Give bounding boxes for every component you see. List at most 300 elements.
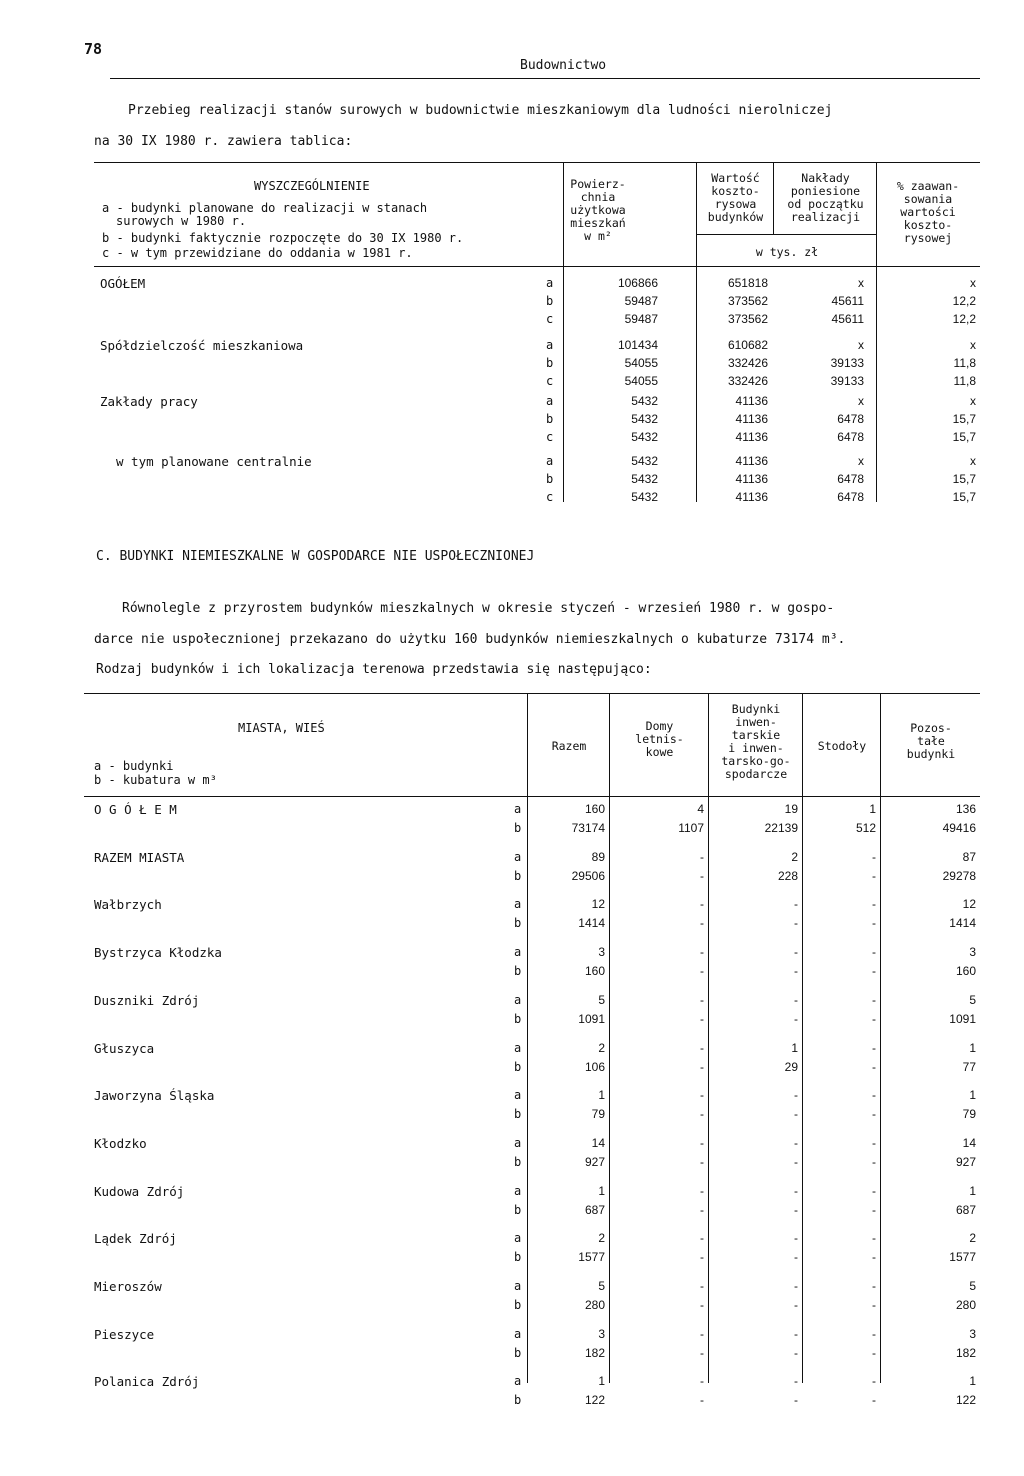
cell-area: 59487 <box>624 294 658 308</box>
row-key: a <box>514 1327 522 1341</box>
table1-header-rule <box>94 266 980 267</box>
table2-cell: - <box>794 1203 798 1217</box>
table2-legend-b: b - kubatura w m³ <box>94 773 217 787</box>
table2-cell: 1 <box>869 802 876 816</box>
table2-cell: - <box>872 916 876 930</box>
table2-cell: 1 <box>598 1088 605 1102</box>
cell-area: 5432 <box>631 394 658 408</box>
table2-cell: 182 <box>955 1346 976 1360</box>
table2-cell: - <box>700 1041 704 1055</box>
cell-pct: 11,8 <box>953 374 976 388</box>
cell-pct: 15,7 <box>952 472 976 486</box>
table2-cell: - <box>794 1184 798 1198</box>
cell-value: 41136 <box>735 454 768 468</box>
table2-cell: - <box>700 1060 704 1074</box>
cell-value: 332426 <box>727 374 768 388</box>
table2-cell: 927 <box>955 1155 976 1169</box>
table2-cell: - <box>794 897 798 911</box>
table2-cell: 687 <box>955 1203 976 1217</box>
table1-group-label: w tym planowane centralnie <box>116 454 312 469</box>
hdr-line: Domy <box>645 719 674 733</box>
table2-cell: - <box>872 1184 876 1198</box>
hdr-line: i inwen- <box>728 741 784 755</box>
hdr-line: tałe <box>917 734 945 748</box>
table2-cell: - <box>700 1088 704 1102</box>
table2-cell: - <box>794 1107 798 1121</box>
table2-cell: 5 <box>598 993 605 1007</box>
table2-cell: 687 <box>584 1203 605 1217</box>
table2-cell: - <box>794 1393 798 1407</box>
table2-cell: 79 <box>591 1107 605 1121</box>
table2-cell: 3 <box>598 945 605 959</box>
header-rule <box>110 78 980 79</box>
table2-cell: 1 <box>969 1041 976 1055</box>
hdr-line: Budynki <box>731 702 781 716</box>
row-key: c <box>546 374 554 388</box>
table2-cell: 1577 <box>578 1250 605 1264</box>
table2-legend-a: a - budynki <box>94 759 174 773</box>
table2-cell: 160 <box>584 964 605 978</box>
section-c-heading: C. BUDYNKI NIEMIESZKALNE W GOSPODARCE NIE USPOŁECZNIONEJ <box>96 549 535 564</box>
table1-vline <box>563 162 564 502</box>
cell-costs: x <box>858 338 864 352</box>
hdr-line: użytkowa <box>570 203 626 217</box>
cell-value: 41136 <box>735 394 768 408</box>
table2-cell: - <box>872 1136 876 1150</box>
row-key: a <box>514 993 522 1007</box>
cell-pct: 12,2 <box>952 312 976 326</box>
cell-costs: 45611 <box>831 294 864 308</box>
hdr-line: realizacji <box>790 210 861 224</box>
table2-cell: 228 <box>777 869 798 883</box>
hdr-line: Nakłady <box>801 171 850 185</box>
row-key: b <box>514 1250 522 1264</box>
table2-cell: 1 <box>598 1184 605 1198</box>
table2-row-label: Kudowa Zdrój <box>94 1184 185 1199</box>
table2-cell: 1 <box>969 1374 976 1388</box>
row-key: b <box>546 472 554 486</box>
table2-row-label: Jaworzyna Śląska <box>94 1088 215 1103</box>
table2-cell: - <box>794 1136 798 1150</box>
cell-value: 373562 <box>727 294 768 308</box>
table2-row-label: Mieroszów <box>94 1279 162 1294</box>
table2-cell: 1 <box>598 1374 605 1388</box>
row-key: a <box>514 1279 522 1293</box>
row-key: b <box>514 1298 522 1312</box>
table2-cell: - <box>700 1155 704 1169</box>
table2-cell: 73174 <box>571 821 605 835</box>
hdr-line: koszto- <box>711 184 760 198</box>
table2-cell: - <box>794 993 798 1007</box>
table2-cell: 160 <box>584 802 605 816</box>
cell-pct: x <box>970 454 976 468</box>
row-key: b <box>546 294 554 308</box>
table2-cell: - <box>872 1298 876 1312</box>
row-key: a <box>514 945 522 959</box>
table2-cell: 89 <box>591 850 605 864</box>
table2-cell: 1 <box>791 1041 798 1055</box>
table2-cell: - <box>872 1231 876 1245</box>
cell-pct: x <box>970 276 976 290</box>
row-key: a <box>514 1184 522 1198</box>
table2-row-label: O G Ó Ł E M <box>94 802 177 817</box>
table2-cell: 106 <box>584 1060 605 1074</box>
cell-area: 101434 <box>617 338 658 352</box>
table2-cell: 2 <box>969 1231 976 1245</box>
table1-col-pct <box>878 180 978 245</box>
row-key: b <box>514 1060 522 1074</box>
table2-cell: - <box>794 1346 798 1360</box>
table2-cell: - <box>700 1012 704 1026</box>
table2-cell: 29506 <box>571 869 605 883</box>
cell-area: 5432 <box>631 412 658 426</box>
hdr-line: wartości <box>900 205 956 219</box>
table2-cell: - <box>872 897 876 911</box>
table2-cell: - <box>700 1374 704 1388</box>
cell-area: 5432 <box>631 454 658 468</box>
table2-vline <box>880 693 881 1383</box>
table2-cell: 29 <box>784 1060 798 1074</box>
table2-cell: 12 <box>591 897 605 911</box>
cell-costs: 39133 <box>830 356 864 370</box>
cell-pct: 15,7 <box>952 412 976 426</box>
table1-unit-rule <box>696 234 876 235</box>
row-key: a <box>514 802 522 816</box>
table2-col-total: Razem <box>551 739 587 753</box>
row-key: b <box>546 356 554 370</box>
row-key: b <box>514 1155 522 1169</box>
table2-cell: - <box>872 945 876 959</box>
row-key: c <box>546 312 554 326</box>
table2-cell: - <box>794 945 798 959</box>
cell-area: 59487 <box>624 312 658 326</box>
table2-col-inventory <box>710 703 802 781</box>
table1-group-label: Zakłady pracy <box>100 394 198 409</box>
table2-cell: - <box>700 964 704 978</box>
hdr-line: inwen- <box>735 715 777 729</box>
table2-cell: - <box>872 1346 876 1360</box>
table2-cell: 2 <box>598 1041 605 1055</box>
cell-costs: x <box>858 454 864 468</box>
table2-cell: - <box>872 1088 876 1102</box>
table2-cell: - <box>872 850 876 864</box>
table2-col-other <box>882 722 980 761</box>
table2-cell: - <box>794 1231 798 1245</box>
cell-value: 332426 <box>727 356 768 370</box>
table2-cell: - <box>700 1136 704 1150</box>
table2-vline <box>527 693 528 1383</box>
table2-cell: 3 <box>598 1327 605 1341</box>
table1-group-label: OGÓŁEM <box>100 276 146 291</box>
cell-value: 610682 <box>727 338 768 352</box>
cell-value: 41136 <box>735 412 768 426</box>
table1-legend-a: a - budynki planowane do realizacji w stanach <box>102 201 428 215</box>
table2-row-label: Bystrzyca Kłodzka <box>94 945 222 960</box>
table1-vline <box>773 162 774 234</box>
cell-costs: x <box>858 394 864 408</box>
row-key: b <box>514 1393 522 1407</box>
row-key: a <box>514 850 522 864</box>
table2-cell: - <box>794 964 798 978</box>
table2-cell: 280 <box>584 1298 605 1312</box>
row-key: a <box>514 1041 522 1055</box>
row-key: b <box>514 964 522 978</box>
table2-cell: - <box>700 1184 704 1198</box>
hdr-line: budynków <box>707 210 764 224</box>
cell-costs: 6478 <box>837 430 864 444</box>
hdr-line: kowe <box>645 745 674 759</box>
table2-cell: 122 <box>955 1393 976 1407</box>
row-key: b <box>514 869 522 883</box>
table2-cell: - <box>700 869 704 883</box>
table1-col-area <box>565 178 631 243</box>
hdr-line: mieszkań <box>570 216 626 230</box>
table2-cell: 136 <box>955 802 976 816</box>
hdr-line: tarskie <box>731 728 781 742</box>
cell-pct: 11,8 <box>953 356 976 370</box>
table2-cell: 5 <box>598 1279 605 1293</box>
hdr-line: letnis- <box>635 732 684 746</box>
table2-vline <box>802 693 803 1383</box>
table2-cell: - <box>872 1107 876 1121</box>
table1-group-label: Spółdzielczość mieszkaniowa <box>100 338 304 353</box>
table2-cell: - <box>700 897 704 911</box>
row-key: c <box>546 430 554 444</box>
table2-cell: - <box>794 1298 798 1312</box>
cell-pct: 15,7 <box>952 490 976 504</box>
table2-col-barns: Stodoły <box>817 739 867 753</box>
table2-cell: - <box>872 1374 876 1388</box>
table2-cell: 49416 <box>942 821 976 835</box>
hdr-line: poniesione <box>790 184 861 198</box>
row-key: a <box>546 338 554 352</box>
cell-area: 54055 <box>624 374 658 388</box>
table2-cell: - <box>700 1298 704 1312</box>
table2-cell: 19 <box>784 802 798 816</box>
table2-cell: 1 <box>969 1184 976 1198</box>
section-c-para-2: darce nie uspołecznionej przekazano do użytku 160 budynków niemieszkalnych o kubaturze 73174 m³. <box>94 632 846 647</box>
table2-cell: 12 <box>962 897 976 911</box>
table2-cell: 1414 <box>578 916 605 930</box>
table1-top-rule <box>94 162 980 163</box>
cell-pct: 12,2 <box>952 294 976 308</box>
table1-vline <box>696 162 697 502</box>
table2-cell: 280 <box>955 1298 976 1312</box>
cell-value: 41136 <box>735 430 768 444</box>
row-key: a <box>546 454 554 468</box>
table2-cell: 512 <box>855 821 876 835</box>
table2-cell: - <box>794 916 798 930</box>
table2-cell: - <box>700 1327 704 1341</box>
hdr-line: budynki <box>906 747 956 761</box>
table2-cell: 1 <box>969 1088 976 1102</box>
table2-top-rule <box>84 693 980 694</box>
row-key: a <box>514 1231 522 1245</box>
cell-value: 41136 <box>735 472 768 486</box>
table2-header-rule <box>84 796 980 797</box>
table2-row-label: Polanica Zdrój <box>94 1374 200 1389</box>
table2-cell: 5 <box>969 993 976 1007</box>
table2-cell: 1414 <box>949 916 976 930</box>
hdr-line: tarsko-go- <box>721 754 791 768</box>
cell-area: 54055 <box>624 356 658 370</box>
table2-cell: 182 <box>584 1346 605 1360</box>
table1-legend-c: c - w tym przewidziane do oddania w 1981 r. <box>102 246 413 260</box>
table2-cell: 79 <box>962 1107 976 1121</box>
table2-cell: - <box>872 1203 876 1217</box>
section-c-para-3: Rodzaj budynków i ich lokalizacja terenowa przedstawia się następująco: <box>96 662 652 677</box>
table2-cell: - <box>872 869 876 883</box>
table2-col-summer <box>611 720 708 759</box>
table2-row-label: Kłodzko <box>94 1136 147 1151</box>
table2-cell: 1107 <box>678 821 704 835</box>
table2-row-label: Lądek Zdrój <box>94 1231 177 1246</box>
table2-cell: 160 <box>955 964 976 978</box>
table2-cell: - <box>700 1250 704 1264</box>
hdr-line: koszto- <box>903 218 953 232</box>
table2-cell: - <box>700 993 704 1007</box>
cell-pct: 15,7 <box>952 430 976 444</box>
hdr-line: % zaawan- <box>896 179 960 193</box>
cell-value: 651818 <box>727 276 768 290</box>
hdr-line: spodarcze <box>724 767 788 781</box>
cell-costs: 45611 <box>831 312 864 326</box>
row-key: c <box>546 490 554 504</box>
table2-cell: - <box>794 1088 798 1102</box>
cell-pct: x <box>970 338 976 352</box>
table2-cell: 122 <box>584 1393 605 1407</box>
hdr-line: w m² <box>584 229 612 243</box>
table2-cell: 5 <box>969 1279 976 1293</box>
row-key: a <box>546 276 554 290</box>
table1-legend-b: b - budynki faktycznie rozpoczęte do 30 IX 1980 r. <box>102 231 464 245</box>
table2-cell: 1091 <box>578 1012 605 1026</box>
table2-vline <box>708 693 709 1383</box>
table2-vline <box>609 693 610 1383</box>
table2-row-label: Wałbrzych <box>94 897 162 912</box>
intro-line-1: Przebieg realizacji stanów surowych w budownictwie mieszkaniowym dla ludności nierolniczej <box>128 103 833 118</box>
table2-cell: - <box>872 1155 876 1169</box>
table1-title: WYSZCZEGÓLNIENIE <box>254 179 370 193</box>
cell-area: 5432 <box>631 490 658 504</box>
cell-costs: 39133 <box>830 374 864 388</box>
table2-cell: - <box>872 993 876 1007</box>
table2-cell: - <box>794 1327 798 1341</box>
table2-cell: - <box>700 916 704 930</box>
row-key: b <box>514 1203 522 1217</box>
hdr-line: Wartość <box>711 171 760 185</box>
table2-title: MIASTA, WIEŚ <box>238 721 325 735</box>
cell-value: 41136 <box>735 490 768 504</box>
hdr-line: sowania <box>903 192 953 206</box>
row-key: b <box>514 1346 522 1360</box>
table1-col-costs <box>775 172 876 224</box>
table2-cell: 2 <box>791 850 798 864</box>
cell-area: 106866 <box>617 276 658 290</box>
table2-cell: 29278 <box>942 869 976 883</box>
table1-legend-a2: surowych w 1980 r. <box>116 214 247 228</box>
table2-cell: 927 <box>584 1155 605 1169</box>
cell-pct: x <box>970 394 976 408</box>
hdr-line: chnia <box>580 190 616 204</box>
table2-cell: - <box>872 1327 876 1341</box>
row-key: b <box>514 916 522 930</box>
table2-cell: - <box>872 1012 876 1026</box>
table2-cell: - <box>794 1279 798 1293</box>
table2-cell: - <box>794 1250 798 1264</box>
table2-cell: - <box>872 1250 876 1264</box>
cell-costs: 6478 <box>837 412 864 426</box>
row-key: b <box>514 1107 522 1121</box>
running-title: Budownictwo <box>520 58 607 73</box>
table2-cell: - <box>794 1374 798 1388</box>
cell-value: 373562 <box>727 312 768 326</box>
table2-cell: - <box>794 1012 798 1026</box>
row-key: a <box>514 897 522 911</box>
table2-cell: - <box>872 964 876 978</box>
table2-cell: - <box>700 1203 704 1217</box>
table2-cell: 2 <box>598 1231 605 1245</box>
table2-cell: - <box>700 1231 704 1245</box>
row-key: a <box>514 1088 522 1102</box>
cell-area: 5432 <box>631 472 658 486</box>
table2-cell: 4 <box>697 802 704 816</box>
table2-cell: - <box>872 1279 876 1293</box>
row-key: b <box>514 1012 522 1026</box>
page-number: 78 <box>84 40 103 58</box>
intro-line-2: na 30 IX 1980 r. zawiera tablica: <box>94 134 353 149</box>
table2-cell: - <box>700 1393 704 1407</box>
table2-cell: 1577 <box>949 1250 976 1264</box>
table2-row-label: Głuszyca <box>94 1041 155 1056</box>
table2-cell: 87 <box>962 850 976 864</box>
row-key: b <box>514 821 522 835</box>
cell-costs: x <box>858 276 864 290</box>
hdr-line: od początku <box>787 197 864 211</box>
table2-cell: 14 <box>591 1136 605 1150</box>
hdr-line: Powierz- <box>570 177 626 191</box>
cell-costs: 6478 <box>837 472 864 486</box>
table2-cell: - <box>700 945 704 959</box>
section-c-para-1: Równolegle z przyrostem budynków mieszkalnych w okresie styczeń - wrzesień 1980 r. w gospo- <box>122 601 835 616</box>
row-key: a <box>514 1374 522 1388</box>
row-key: a <box>546 394 554 408</box>
hdr-line: Pozos- <box>910 721 952 735</box>
hdr-line: rysowa <box>714 197 757 211</box>
table2-cell: - <box>700 1279 704 1293</box>
table1-unit: w tys. zł <box>755 245 819 259</box>
cell-costs: 6478 <box>837 490 864 504</box>
table1-vline <box>876 162 877 502</box>
table2-row-label: RAZEM MIASTA <box>94 850 185 865</box>
table2-cell: - <box>794 1155 798 1169</box>
table2-cell: - <box>872 1060 876 1074</box>
row-key: a <box>514 1136 522 1150</box>
table2-cell: 14 <box>962 1136 976 1150</box>
table2-cell: 3 <box>969 945 976 959</box>
table2-cell: 1091 <box>949 1012 976 1026</box>
hdr-line: rysowej <box>903 231 953 245</box>
table2-cell: 22139 <box>764 821 798 835</box>
table2-cell: - <box>872 1041 876 1055</box>
cell-area: 5432 <box>631 430 658 444</box>
table1-col-value <box>698 172 773 224</box>
table2-cell: - <box>872 1393 876 1407</box>
table2-row-label: Duszniki Zdrój <box>94 993 200 1008</box>
table2-cell: 3 <box>969 1327 976 1341</box>
table2-row-label: Pieszyce <box>94 1327 155 1342</box>
table2-cell: - <box>700 1346 704 1360</box>
